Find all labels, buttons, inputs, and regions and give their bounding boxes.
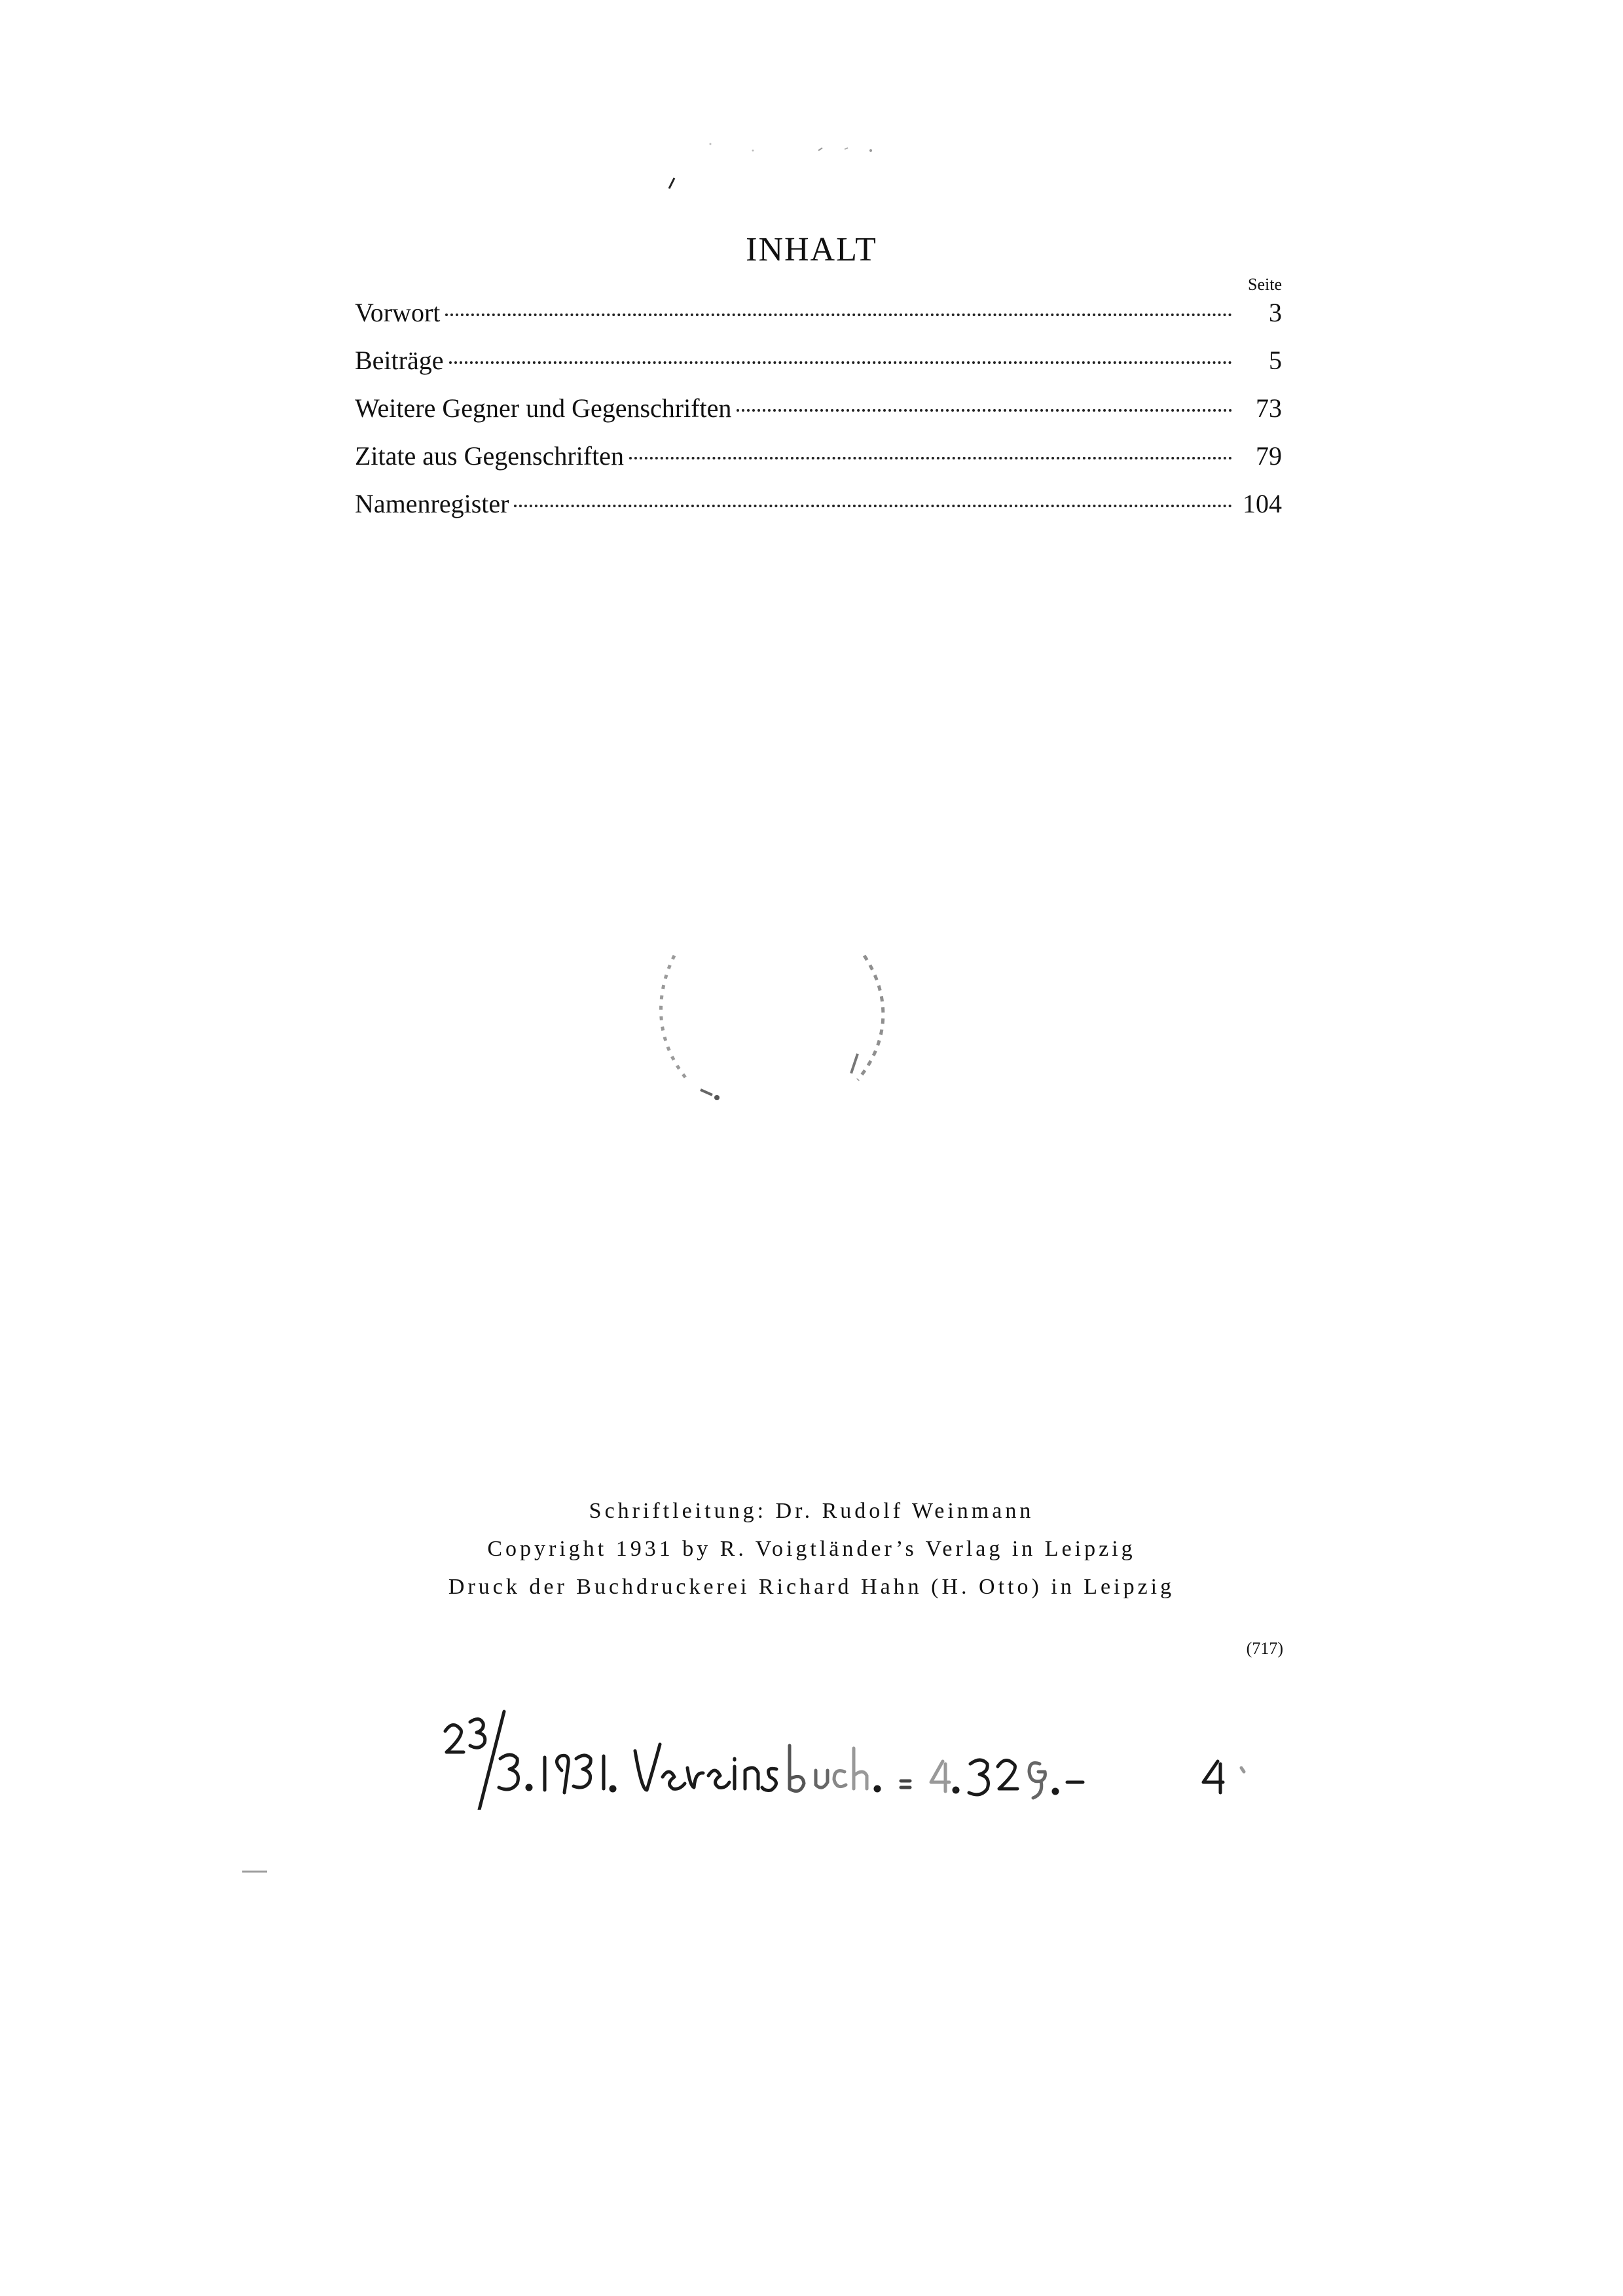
scan-specks — [655, 131, 917, 203]
dot-leader — [449, 361, 1233, 364]
toc-entry — [355, 344, 1282, 391]
toc-entry-page: 104 — [1243, 489, 1282, 518]
toc-title: INHALT — [746, 231, 877, 268]
toc-entry-label: Beiträge — [355, 346, 444, 375]
toc-entry-page: 5 — [1269, 346, 1282, 375]
toc-entry — [355, 487, 1282, 535]
toc-list — [355, 296, 1282, 535]
toc-entry — [355, 439, 1282, 487]
toc-entry-label: Zitate aus Gegenschriften — [355, 441, 624, 471]
toc-entry — [355, 391, 1282, 439]
copyright-line: Copyright 1931 by R. Voigtländer’s Verlag in Leipzig — [487, 1537, 1136, 1561]
page-column-label: Seite — [1248, 275, 1282, 294]
toc-entry-page: 79 — [1256, 441, 1282, 471]
dot-leader — [629, 457, 1232, 459]
printer-line: Druck der Buchdruckerei Richard Hahn (H. Otto) in Leipzig — [448, 1575, 1175, 1599]
editor-line: Schriftleitung: Dr. Rudolf Weinmann — [589, 1499, 1034, 1523]
toc-entry-page: 73 — [1256, 393, 1282, 423]
toc-entry-label: Namenregister — [355, 489, 509, 518]
handwritten-acquisition-note — [419, 1698, 1296, 1810]
toc-entry — [355, 296, 1282, 344]
print-code: (717) — [1246, 1639, 1283, 1658]
dot-leader — [445, 314, 1232, 316]
dot-leader — [514, 505, 1232, 507]
toc-entry-label: Weitere Gegner und Gegenschriften — [355, 393, 732, 423]
library-stamp — [648, 929, 910, 1119]
dot-leader — [737, 409, 1232, 412]
margin-mark — [242, 1871, 267, 1873]
toc-entry-page: 3 — [1269, 298, 1282, 327]
toc-entry-label: Vorwort — [355, 298, 441, 327]
